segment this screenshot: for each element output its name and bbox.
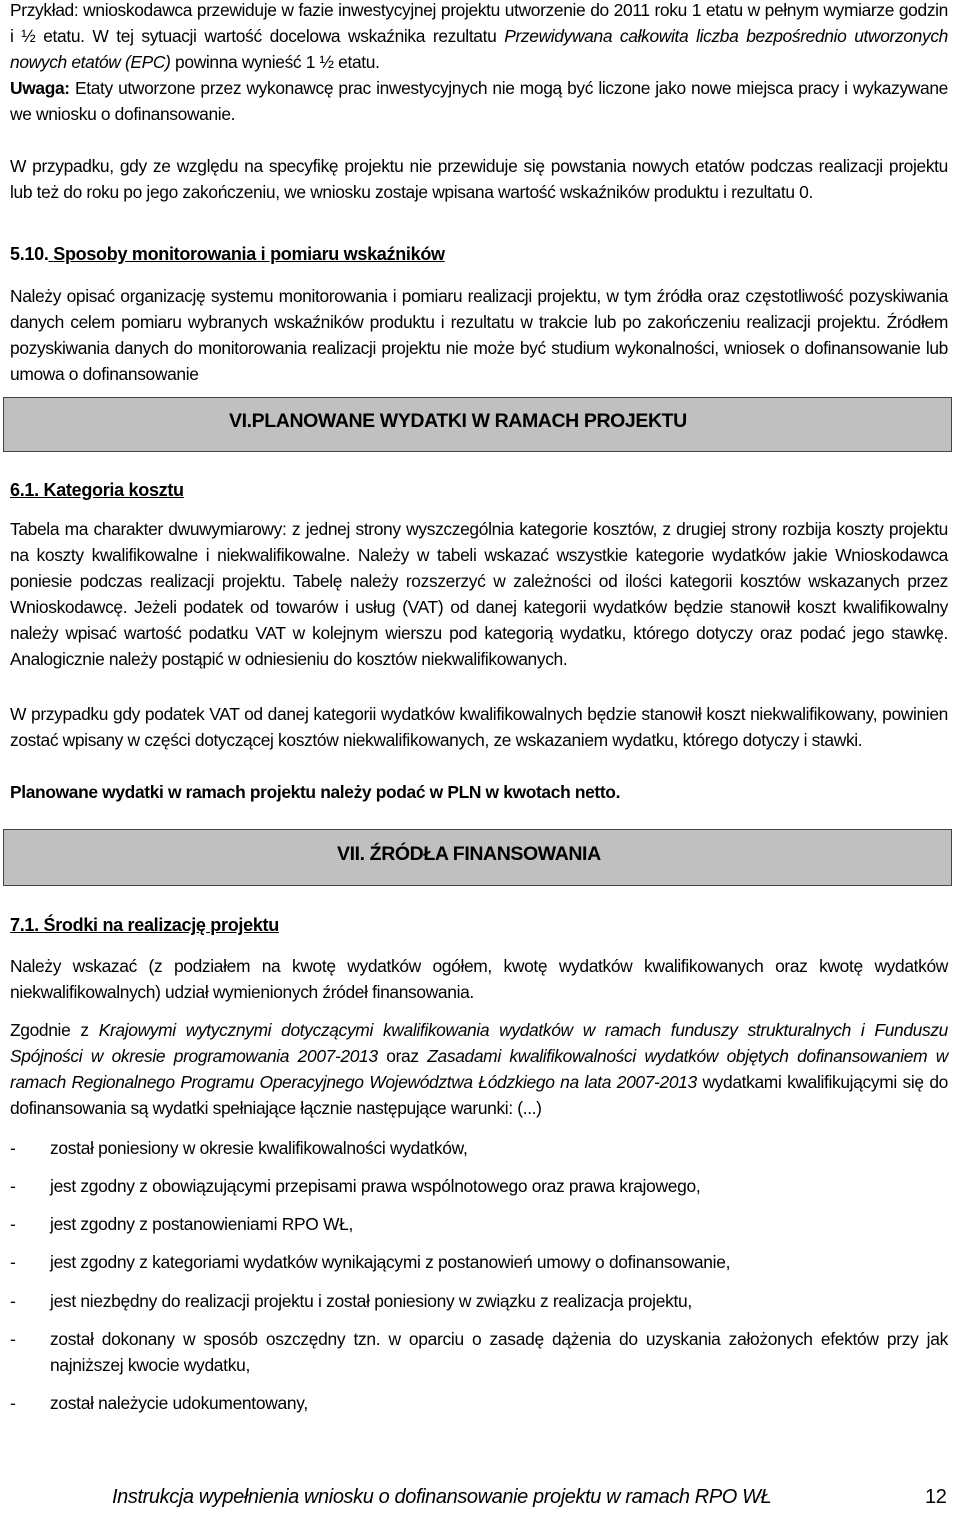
list-dash: - xyxy=(10,1176,16,1196)
list-item-text: został dokonany w sposób oszczędny tzn. w oparciu o zasadę dążenia do uzyskania założonych efektów przy jak najniższej kwocie wydatku, xyxy=(50,1329,948,1375)
list-item xyxy=(10,1390,948,1416)
list-item xyxy=(10,1288,948,1314)
list-item-text: jest niezbędny do realizacji projektu i został poniesiony w związku z realizacja projektu, xyxy=(50,1291,692,1311)
legal-basis-paragraph xyxy=(10,1017,948,1121)
list-dash: - xyxy=(10,1393,16,1413)
section-6-1-text: Tabela ma charakter dwuwymiarowy: z jednej strony wyszczególnia kategorie kosztów, z drugiej strony rozbija koszty projektu na koszty kwalifikowalne i niekwalifikowalne. Należy w tabeli wskazać wszystkie kategorie wydatków jakie Wnioskodawca poniesie podczas realizacji projektu. Tabelę należy rozszerzyć w zależności od ilości kategorii kosztów wskazanych przez Wnioskodawcę. Jeżeli podatek od towarów i usług (VAT) od danej kategorii wydatków będzie stanowił koszt kwalifikowalny należy wpisać wartość podatku VAT w kolejnym wierszu pod kategorią wydatku, którego dotyczy oraz podać jego stawkę. Analogicznie należy postąpić w odniesieniu do kosztów niekwalifikowanych. xyxy=(10,519,948,669)
section-6-1-bold-note: Planowane wydatki w ramach projektu należy podać w PLN w kwotach netto. xyxy=(10,782,621,802)
list-dash: - xyxy=(10,1252,16,1272)
section-6-1-heading: 6.1. Kategoria kosztu xyxy=(10,480,184,500)
list-dash: - xyxy=(10,1138,16,1158)
list-dash: - xyxy=(10,1214,16,1234)
list-item-text: jest zgodny z postanowieniami RPO WŁ, xyxy=(50,1214,354,1234)
list-item-text: został należycie udokumentowany, xyxy=(50,1393,308,1413)
section-vii-title: VII. ŹRÓDŁA FINANSOWANIA xyxy=(337,843,601,865)
section-7-1-heading: 7.1. Środki na realizację projektu xyxy=(10,915,279,935)
example-lead-text: Przykład: wnioskodawca przewiduje w fazie inwestycyjnej projektu utworzenie do 2011 roku 1 etatu w pełnym wymiarze godzin i ½ etatu. W tej sytuacji wartość docelowa wskaźnika rezultatu xyxy=(10,0,948,46)
note-text: Etaty utworzone przez wykonawcę prac inwestycyjnych nie mogą być liczone jako nowe miejsca pracy i wykazywane we wniosku o dofinansowanie. xyxy=(10,78,948,124)
list-dash: - xyxy=(10,1291,16,1311)
footer-title: Instrukcja wypełnienia wniosku o dofinansowanie projektu w ramach RPO WŁ xyxy=(112,1486,772,1508)
no-jobs-paragraph: W przypadku, gdy ze względu na specyfikę projektu nie przewiduje się powstania nowych etatów podczas realizacji projektu lub też do roku po jego zakończeniu, we wniosku zostaje wpisana wartość wskaźników produktu i rezultatu 0. xyxy=(10,156,948,202)
list-item xyxy=(10,1249,948,1275)
section-5-10-number: 5.10. xyxy=(10,244,49,264)
list-item-text: jest zgodny z kategoriami wydatków wynikającymi z postanowień umowy o dofinansowanie, xyxy=(50,1252,731,1272)
page-number: 12 xyxy=(925,1486,947,1508)
list-item xyxy=(10,1211,948,1237)
legal-mid: oraz xyxy=(377,1046,428,1066)
list-item xyxy=(10,1326,948,1378)
note-label: Uwaga: xyxy=(10,78,70,98)
list-dash: - xyxy=(10,1329,16,1349)
section-vi-title: VI.PLANOWANE WYDATKI W RAMACH PROJEKTU xyxy=(229,410,687,432)
list-item-text: jest zgodny z obowiązującymi przepisami prawa wspólnotowego oraz prawa krajowego, xyxy=(50,1176,701,1196)
list-item xyxy=(10,1135,948,1161)
section-5-10-heading xyxy=(10,244,445,265)
legal-lead: Zgodnie z xyxy=(10,1020,99,1040)
example-tail-text: powinna wynieść 1 ½ etatu. xyxy=(170,52,380,72)
example-paragraph xyxy=(10,0,948,75)
section-5-10-text: Należy opisać organizację systemu monitorowania i pomiaru realizacji projektu, w tym źródła oraz częstotliwość pozyskiwania danych celem pomiaru wybranych wskaźników produktu i rezultatu w trakcie lub po zakończeniu realizacji projektu. Źródłem pozyskiwania danych do monitorowania realizacji projektu nie może być studium wykonalności, wniosek o dofinansowanie lub umowa o dofinansowanie xyxy=(10,286,948,384)
legal-guidelines-title: Krajowymi wytycznymi dotyczącymi kwalifikowania wydatków w ramach funduszy strukturalnych i Funduszu Spójności w okresie programowania 2007-2013 xyxy=(10,1020,948,1066)
legal-tail: wydatkami kwalifikującymi się do dofinansowania są wydatki spełniające łącznie następujące warunki: (...) xyxy=(10,1072,948,1118)
legal-rules-title: Zasadami kwalifikowalności wydatków objętych dofinansowaniem w ramach Regionalnego Programu Operacyjnego Województwa Łódzkiego na lata 2007-2013 xyxy=(10,1046,948,1092)
section-6-1-vat-text: W przypadku gdy podatek VAT od danej kategorii wydatków kwalifikowalnych będzie stanowił koszt niekwalifikowany, powinien zostać wpisany w części dotyczącej kosztów niekwalifikowanych, ze wskazaniem wydatku, którego dotyczy i stawki. xyxy=(10,704,948,750)
example-indicator-name: Przewidywana całkowita liczba bezpośrednio utworzonych nowych etatów (EPC) xyxy=(10,26,948,72)
section-7-1-text: Należy wskazać (z podziałem na kwotę wydatków ogółem, kwotę wydatków kwalifikowanych oraz kwotę wydatków niekwalifikowalnych) udział wymienionych źródeł finansowania. xyxy=(10,956,948,1002)
list-item xyxy=(10,1173,948,1199)
section-5-10-title: Sposoby monitorowania i pomiaru wskaźników xyxy=(53,244,445,264)
list-item-text: został poniesiony w okresie kwalifikowalności wydatków, xyxy=(50,1138,468,1158)
note-paragraph xyxy=(10,75,948,127)
